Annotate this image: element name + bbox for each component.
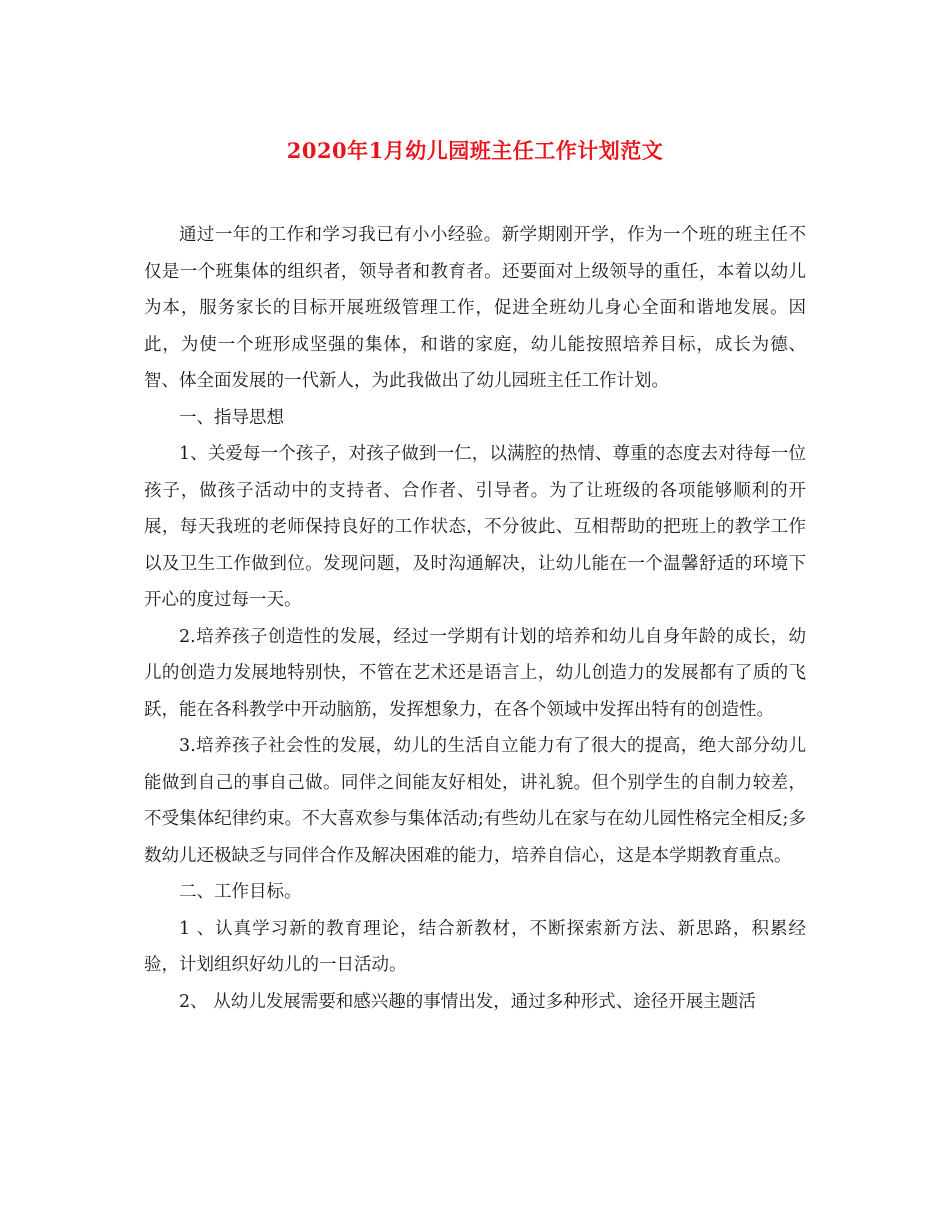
paragraph-goal-1: 1 、认真学习新的教育理论，结合新教材，不断探索新方法、新思路，积累经验，计划组织好幼儿的一日活动。 [144, 918, 806, 975]
paragraph-item-1: 1、关爱每一个孩子，对孩子做到一仁，以满腔的热情、尊重的态度去对待每一位孩子，做孩子活动中的支持者、合作者、引导者。为了让班级的各项能够顺利的开展，每天我班的老师保持良好的工作状态，不分彼此、互相帮助的把班上的教学工作以及卫生工作做到位。发现问题，及时沟通解决，让幼儿能在一个温馨舒适的环境下开心的度过每一天。 [144, 444, 806, 610]
paragraph-item-2: 2.培养孩子创造性的发展，经过一学期有计划的培养和幼儿自身年龄的成长，幼儿的创造力发展地特别快，不管在艺术还是语言上，幼儿创造力的发展都有了质的飞跃，能在各科教学中开动脑筋，发挥想象力，在各个领域中发挥出特有的创造性。 [144, 626, 806, 720]
section-heading-guiding-ideology: 一、指导思想 [179, 407, 284, 428]
paragraph-item-3: 3.培养孩子社会性的发展，幼儿的生活自立能力有了很大的提高，绝大部分幼儿能做到自己的事自己做。同伴之间能友好相处，讲礼貌。但个别学生的自制力较差，不受集体纪律约束。不大喜欢参与集体活动;有些幼儿在家与在幼儿园性格完全相反;多数幼儿还极缺乏与同伴合作及解决困难的能力，培养自信心，这是本学期教育重点。 [144, 736, 806, 866]
section-heading-work-goals: 二、工作目标。 [179, 882, 302, 902]
paragraph-intro: 通过一年的工作和学习我已有小小经验。新学期刚开学，作为一个班的班主任不仅是一个班集体的组织者，领导者和教育者。还要面对上级领导的重任，本着以幼儿为本，服务家长的目标开展班级管理工作，促进全班幼儿身心全面和谐地发展。因此，为使一个班形成坚强的集体，和谐的家庭，幼儿能按照培养目标，成长为德、智、体全面发展的一代新人，为此我做出了幼儿园班主任工作计划。 [144, 225, 806, 391]
document-body [144, 217, 806, 1020]
document-title: 2020年1月幼儿园班主任工作计划范文 [286, 138, 664, 163]
paragraph-goal-2: 2、 从幼儿发展需要和感兴趣的事情出发，通过多种形式、途径开展主题活 [179, 991, 756, 1012]
